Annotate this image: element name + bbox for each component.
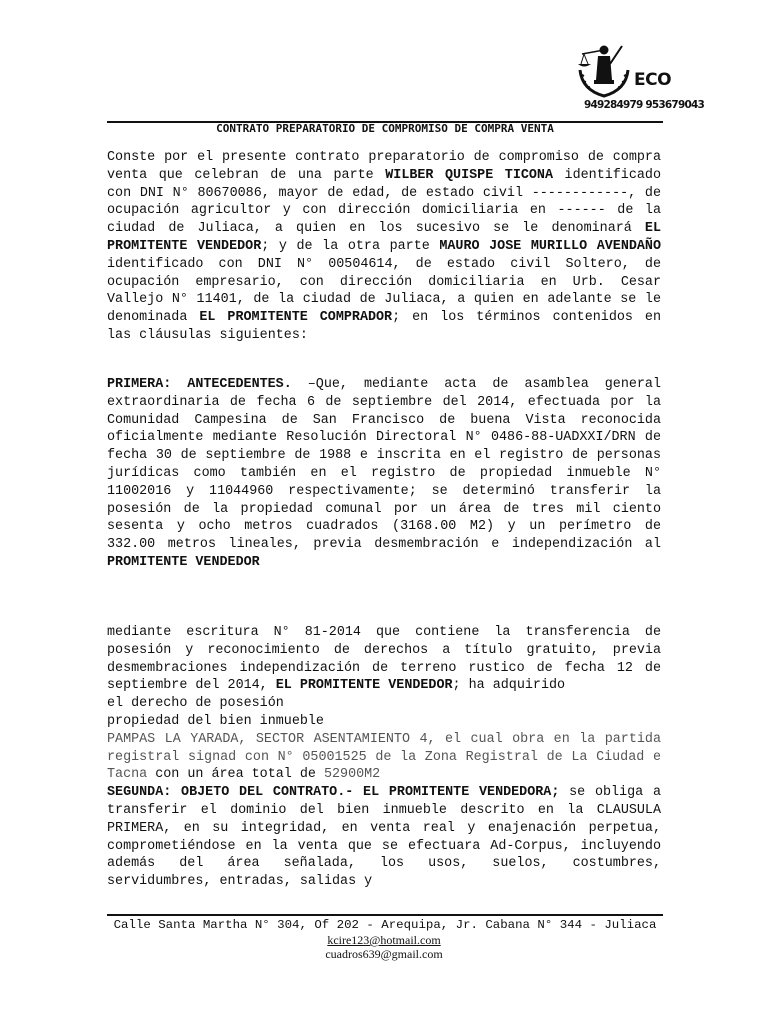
continuation-paragraph: [107, 624, 661, 891]
property-description: PAMPAS LA YARADA, SECTOR ASENTAMIENTO 4, el cual obra en la partida registral signad con N° 05001525 de la Zona Registral de La Ciudad e Tacna: [107, 731, 661, 783]
clause-primera-role: PROMITENTE VENDEDOR: [107, 554, 260, 570]
intro-text-5: ; en los términos contenidos en las cláusulas siguientes:: [107, 310, 662, 343]
continuation-text-2: ; ha adquirido: [452, 678, 566, 694]
intro-text-2: identificado con DNI N° 80670086, mayor de edad, de estado civil ------------, de ocupación agricultor y con dirección domiciliaria en ------ de la ciudad de Juliaca, a quien en los sucesivo se le denominará: [107, 167, 661, 237]
area-value: 52900M2: [323, 767, 381, 783]
continuation-line-b: propiedad del bien inmueble: [107, 713, 324, 729]
intro-text-4: identificado con DNI N° 00504614, de estado civil Soltero, de ocupación empresario, con dirección domiciliaria en Urb. Cesar Vallejo N° 11401, de la ciudad de Juliaca, a quien en adelante se le denominada: [107, 256, 661, 326]
justice-statue-icon: [572, 40, 636, 100]
document-title: CONTRATO PREPARATORIO DE COMPROMISO DE COMPRA VENTA: [216, 122, 554, 135]
footer-rule: [107, 914, 663, 916]
continuation-line-a: el derecho de posesión: [107, 696, 284, 712]
intro-text-1: Conste por el presente contrato preparatorio de compromiso de compra venta que celebran de una parte: [107, 150, 661, 183]
buyer-role: EL PROMITENTE COMPRADOR: [199, 310, 393, 326]
seller-name: WILBER QUISPE TICONA: [385, 167, 553, 183]
buyer-name: MAURO JOSE MURILLO AVENDAÑO: [439, 238, 662, 254]
logo-phones: 949284979 953679043: [584, 99, 704, 111]
continuation-text-1: mediante escritura N° 81-2014 que contiene la transferencia de posesión y reconocimiento de derechos a título gratuito, previa desmembraciones independización de terreno rustico de fecha 12 de septiembre del 2014,: [107, 625, 661, 694]
clause-primera-heading: PRIMERA: ANTECEDENTES.: [107, 377, 292, 392]
area-text: con un área total de: [155, 767, 324, 783]
footer-address: Calle Santa Martha N° 304, Of 202 - Arequipa, Jr. Cabana N° 344 - Juliaca: [113, 918, 657, 932]
clause-primera-text: –Que, mediante acta de asamblea general extraordinaria de fecha 6 de septiembre del 2014, efectuada por la Comunidad Campesina de San Francisco de buena Vista reconocida oficialmente mediante Resolución Directoral N° 0486-88-UADXXI/DRN de fecha 30 de septiembre de 1988 e inscrita en el registro de personas jurídicas como también en el registro de propiedad inmueble N° 11002016 y 11044960 respectivamente; se determinó transferir la posesión de la propiedad comunal por un área de tres mil ciento sesenta y ocho metros cuadrados (3168.00 M2) y un perímetro de 332.00 metros lineales, previa desmembración e independización al: [107, 377, 661, 553]
seller-role: EL PROMITENTE VENDEDOR: [107, 221, 661, 254]
clause-segunda-heading: SEGUNDA: OBJETO DEL CONTRATO.- EL PROMITENTE VENDEDORA;: [107, 785, 560, 801]
intro-paragraph: [107, 149, 661, 345]
footer-email-2: cuadros639@gmail.com: [325, 947, 443, 961]
footer-email-1[interactable]: kcire123@hotmail.com: [327, 933, 441, 947]
logo: [572, 40, 704, 118]
clause-segunda-text: se obliga a transferir el dominio del bien inmueble descrito en la CLAUSULA PRIMERA, en su integridad, en venta real y enajenación perpetua, comprometiéndose en la venta que se efectuara Ad-Corpus, incluyendo además del área señalada, los usos, suelos, costumbres, servidumbres, entradas, salidas y: [107, 785, 661, 890]
continuation-role: EL PROMITENTE VENDEDOR: [275, 678, 453, 694]
clause-primera: [107, 376, 661, 572]
logo-brand: ECO: [634, 70, 672, 90]
intro-text-3: ; y de la otra parte: [261, 238, 440, 254]
